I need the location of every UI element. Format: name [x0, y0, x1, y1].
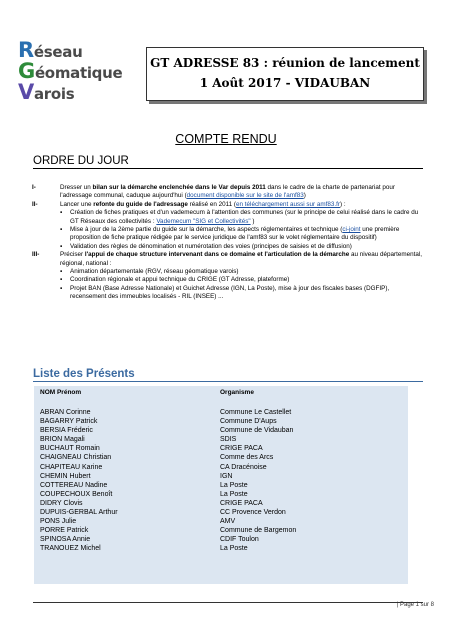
- bullet-icon: ▪: [60, 242, 63, 250]
- agenda-bold-text: l'appui de chaque structure intervenant dans ce domaine et l'articulation de la démarche: [84, 251, 350, 259]
- attendees-table: [34, 386, 408, 584]
- agenda: [32, 184, 424, 302]
- agenda-text: Préciser: [60, 251, 85, 259]
- attendee-organisation: AMV: [220, 518, 236, 526]
- attendee-organisation: SDIS: [220, 436, 237, 444]
- meeting-title-box: [146, 47, 424, 101]
- bullet-icon: ▪: [60, 226, 63, 234]
- attendee-name: PONS Julie: [40, 518, 77, 526]
- agenda-text: Création de fiches pratiques et d'un vademecum à l'attention des communes (sur le principe de celui réalisé dans le cadre du GT Réseaux des collectivités :: [70, 209, 419, 225]
- attendee-organisation: Commune de Vidauban: [220, 427, 294, 435]
- page-number: | Page 1 sur 8: [396, 602, 434, 608]
- attendee-organisation: CC Provence Verdon: [220, 509, 286, 517]
- attendee-name: CHAPITEAU Karine: [40, 463, 103, 471]
- logo-word-2: éomatique: [34, 64, 123, 82]
- attendee-name: ABRAN Corinne: [40, 409, 91, 416]
- amf83-document-link[interactable]: document disponible sur le site de l'amf83: [186, 192, 304, 200]
- agenda-bold-text: bilan sur la démarche enclenchée dans le Var depuis 2011: [92, 184, 266, 191]
- logo-reseau-geomatique-varois: [14, 38, 123, 108]
- footer-divider: [33, 602, 423, 603]
- attendee-name: SPINOSA Annie: [40, 536, 91, 544]
- compte-rendu-heading: COMPTE RENDU: [175, 132, 277, 146]
- attendee-organisations: [220, 408, 296, 554]
- agenda-subitem: [60, 268, 424, 276]
- agenda-text: ): [250, 217, 255, 225]
- attendee-organisation: La Poste: [220, 545, 248, 553]
- attendee-names: [40, 408, 118, 554]
- attendee-name: COUPECHOUX Benoît: [40, 490, 113, 498]
- logo-initial-r: R: [18, 38, 34, 62]
- bullet-icon: ▪: [60, 268, 63, 276]
- logo-word-1: éseau: [33, 43, 83, 61]
- attendee-name: DUPUIS-GERBAL Arthur: [40, 509, 118, 517]
- bullet-icon: ▪: [60, 284, 63, 292]
- agenda-text: au niveau départemental, régional, national :: [60, 251, 423, 267]
- attendee-name: COTTEREAU Nadine: [40, 481, 108, 489]
- attendee-organisation: CA Dracénoise: [220, 463, 267, 471]
- attendee-organisation: Commune de Bargemon: [220, 527, 297, 535]
- attendee-name: BAGARRY Patrick: [40, 418, 98, 426]
- ci-joint-link[interactable]: ci-joint: [342, 226, 361, 234]
- agenda-text: Animation départementale (RGV, réseau géomatique varois): [70, 268, 239, 276]
- agenda-number: III-: [32, 251, 40, 259]
- agenda-item-3: [32, 251, 424, 268]
- attendee-name: CHAIGNEAU Christian: [40, 454, 112, 462]
- meeting-title: GT ADRESSE 83 : réunion de lancement: [150, 56, 420, 70]
- agenda-subitem: [60, 276, 424, 284]
- column-header-name: NOM Prénom: [40, 389, 82, 396]
- attendee-name: CHEMIN Hubert: [40, 472, 91, 480]
- attendee-organisation: Comme des Arcs: [220, 454, 274, 462]
- attendee-organisation: CRIGE PACA: [220, 445, 263, 453]
- attendee-organisation: CDIF Toulon: [220, 536, 259, 544]
- agenda-text: Coordination régionale et appui technique du CRIGE (GT Adresse, plateforme): [70, 276, 290, 284]
- agenda-text: ): [303, 192, 306, 200]
- ordre-du-jour-heading: ORDRE DU JOUR: [33, 155, 423, 169]
- attendee-name: BUCHAUT Romain: [40, 445, 100, 453]
- agenda-text: dans le cadre de la charte de partenariat pour l'adressage communal, caduque aujourd'hui (: [60, 184, 395, 200]
- agenda-subitem: [60, 243, 424, 251]
- agenda-subitem: [60, 285, 424, 302]
- agenda-subitem: [60, 226, 424, 243]
- agenda-text: Validation des règles de dénomination et numérotation des voies (principes de saisies et de diffusion): [70, 242, 352, 250]
- logo-word-3: arois: [33, 85, 75, 103]
- bullet-icon: ▪: [60, 209, 63, 217]
- meeting-date-place: 1 Août 2017 - VIDAUBAN: [199, 76, 371, 90]
- attendee-organisation: La Poste: [220, 490, 248, 498]
- agenda-number: I-: [32, 184, 36, 191]
- logo-initial-v: V: [18, 80, 34, 104]
- agenda-text: Projet BAN (Base Adresse Nationale) et Guichet Adresse (IGN, La Poste), mise à jour des fiscales bases (DGFIP), recensement des immeubles localisés - RIL (INSEE) ...: [70, 284, 390, 301]
- bullet-icon: ▪: [60, 276, 63, 284]
- logo-initial-g: G: [18, 59, 35, 83]
- attendee-name: TRANOUEZ Michel: [40, 545, 101, 553]
- agenda-text: Dresser un: [60, 184, 93, 191]
- agenda-number: II-: [32, 200, 38, 208]
- agenda-text: une première proposition de fiche pratique rédigée par le service juridique de l'amf83 sur le volet réglementaire du dispositif): [70, 226, 400, 242]
- agenda-text: Mise à jour de la 2ème partie du guide sur la démarche, les aspects réglementaires et technique (: [70, 226, 343, 234]
- attendee-organisation: CRIGE PACA: [220, 499, 263, 507]
- agenda-text: réalisé en 2011 (: [187, 200, 237, 208]
- attendee-name: PORRE Patrick: [40, 527, 89, 535]
- attendee-organisation: Commune Le Castellet: [220, 409, 292, 416]
- attendee-organisation: Commune D'Aups: [220, 418, 277, 426]
- attendee-name: BRION Magali: [40, 436, 85, 444]
- agenda-subitem: [60, 209, 424, 226]
- agenda-item-1: [32, 184, 424, 201]
- attendee-organisation: La Poste: [220, 481, 248, 489]
- column-header-organisation: Organisme: [220, 389, 254, 396]
- presents-heading: Liste des Présents: [33, 368, 423, 382]
- agenda-item-2: [32, 201, 424, 209]
- attendee-name: BERSIA Fréderic: [40, 427, 93, 435]
- attendee-name: DIDRY Clovis: [40, 499, 83, 507]
- amf83-download-link[interactable]: en téléchargement aussi sur amf83.fr: [236, 200, 340, 208]
- agenda-bold-text: refonte du guide de l'adressage: [93, 200, 188, 208]
- attendee-organisation: IGN: [220, 472, 233, 480]
- vademecum-link[interactable]: Vademecum "SIG et Collectivités": [156, 217, 251, 225]
- agenda-text: ) :: [340, 200, 346, 208]
- agenda-text: Lancer une: [60, 200, 94, 208]
